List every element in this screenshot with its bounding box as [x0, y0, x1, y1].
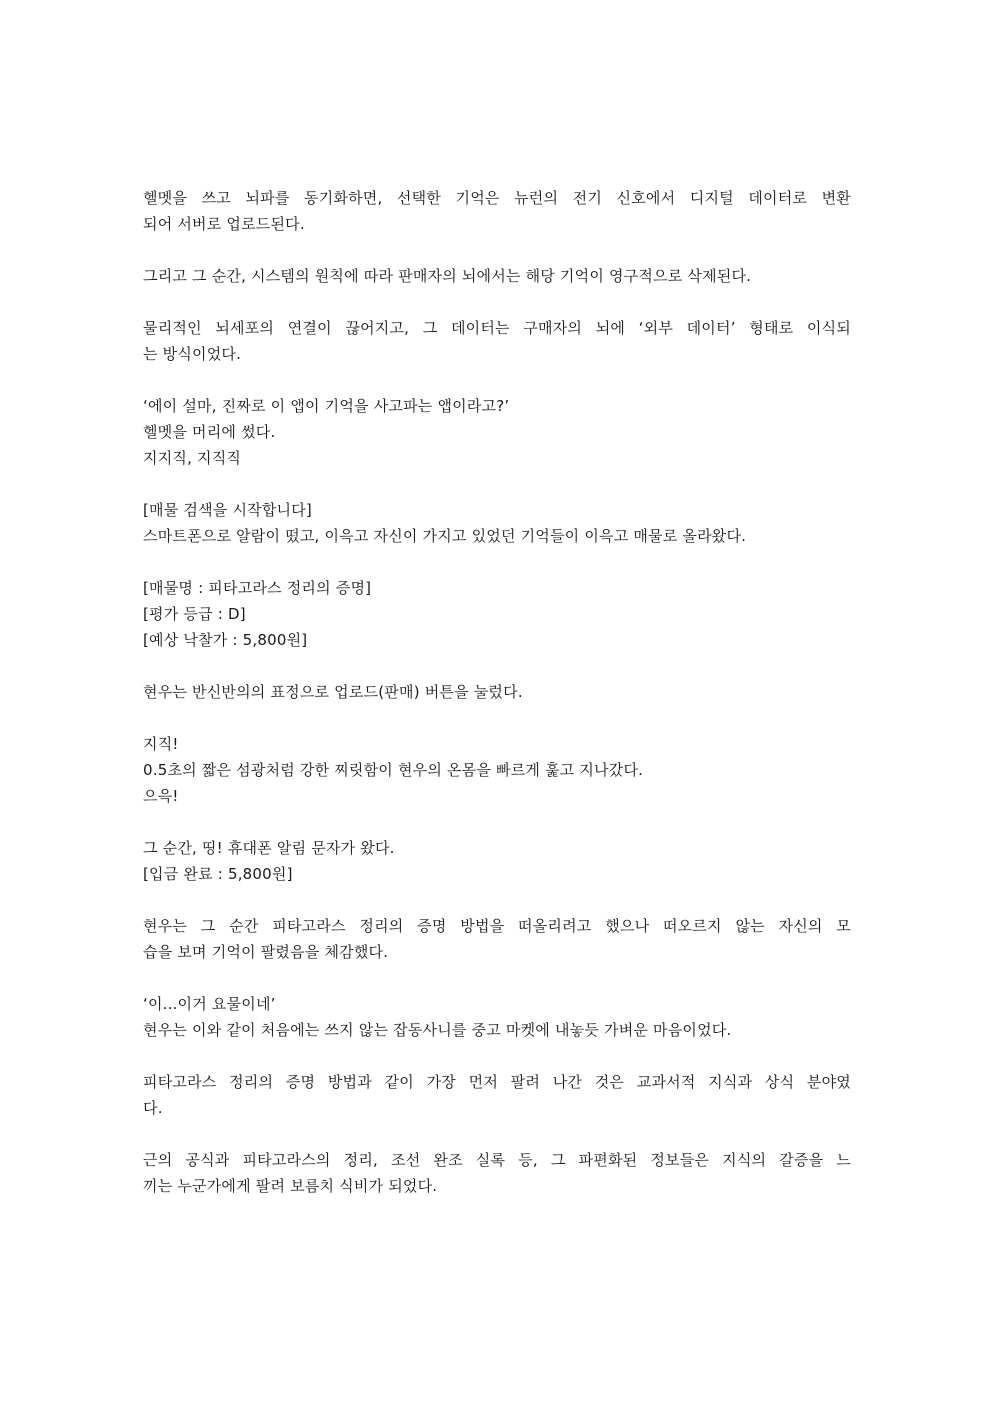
text-line: 지지직, 지직직 [143, 449, 242, 467]
paragraph [143, 731, 851, 809]
text-line: 그리고 그 순간, 시스템의 원칙에 따라 판매자의 뇌에서는 해당 기억이 영구적으로 삭제된다. [143, 267, 752, 285]
paragraph [143, 185, 851, 237]
paragraph [143, 263, 851, 289]
paragraph [143, 835, 851, 887]
text-line: 지직! [143, 735, 179, 753]
text-line: 근의 공식과 피타고라스의 정리, 조선 완조 실록 등, 그 파편화된 정보들은 지식의 갈증을 느 [143, 1151, 851, 1169]
paragraph [143, 1147, 851, 1199]
paragraph [143, 497, 851, 549]
paragraph [143, 679, 851, 705]
text-line: 현우는 이와 같이 처음에는 쓰지 않는 잡동사니를 중고 마켓에 내놓듯 가벼운 마음이었다. [143, 1021, 732, 1039]
paragraph [143, 913, 851, 965]
text-line: 다. [143, 1099, 163, 1117]
text-line: 현우는 그 순간 피타고라스 정리의 증명 방법을 떠올리려고 했으나 떠오르지 않는 자신의 모 [143, 917, 851, 935]
text-line: 물리적인 뇌세포의 연결이 끊어지고, 그 데이터는 구매자의 뇌에 ‘외부 데이터’ 형태로 이식되 [143, 319, 851, 337]
text-line: ‘에이 설마, 진짜로 이 앱이 기억을 사고파는 앱이라고?’ [143, 397, 510, 415]
paragraph [143, 315, 851, 367]
text-line: 헬멧을 머리에 썼다. [143, 423, 276, 441]
text-line: [입금 완료 : 5,800원] [143, 865, 293, 883]
text-line: [예상 낙찰가 : 5,800원] [143, 631, 308, 649]
text-line: 습을 보며 기억이 팔렸음을 체감했다. [143, 943, 389, 961]
paragraph [143, 575, 851, 653]
text-line: 끼는 누군가에게 팔려 보름치 식비가 되었다. [143, 1177, 438, 1195]
text-line: [매물 검색을 시작합니다] [143, 501, 312, 519]
text-line: 현우는 반신반의의 표정으로 업로드(판매) 버튼을 눌렀다. [143, 683, 523, 701]
text-line: 헬멧을 쓰고 뇌파를 동기화하면, 선택한 기억은 뉴런의 전기 신호에서 디지털 데이터로 변환 [143, 189, 851, 207]
paragraph [143, 1069, 851, 1121]
text-line: 피타고라스 정리의 증명 방법과 같이 가장 먼저 팔려 나간 것은 교과서적 지식과 상식 분야였 [143, 1073, 851, 1091]
text-line: 는 방식이었다. [143, 345, 242, 363]
text-line: [평가 등급 : D] [143, 605, 246, 623]
paragraph [143, 991, 851, 1043]
document-body [143, 185, 851, 1225]
text-line: [매물명 : 피타고라스 정리의 증명] [143, 579, 372, 597]
text-line: 되어 서버로 업로드된다. [143, 215, 305, 233]
paragraph [143, 393, 851, 471]
text-line: ‘이...이거 요물이네’ [143, 995, 276, 1013]
text-line: 0.5초의 짧은 섬광처럼 강한 찌릿함이 현우의 온몸을 빠르게 훑고 지나갔다. [143, 761, 644, 779]
text-line: 스마트폰으로 알람이 떴고, 이윽고 자신이 가지고 있었던 기억들이 이윽고 매물로 올라왔다. [143, 527, 747, 545]
text-line: 으윽! [143, 787, 179, 805]
text-line: 그 순간, 띵! 휴대폰 알림 문자가 왔다. [143, 839, 395, 857]
